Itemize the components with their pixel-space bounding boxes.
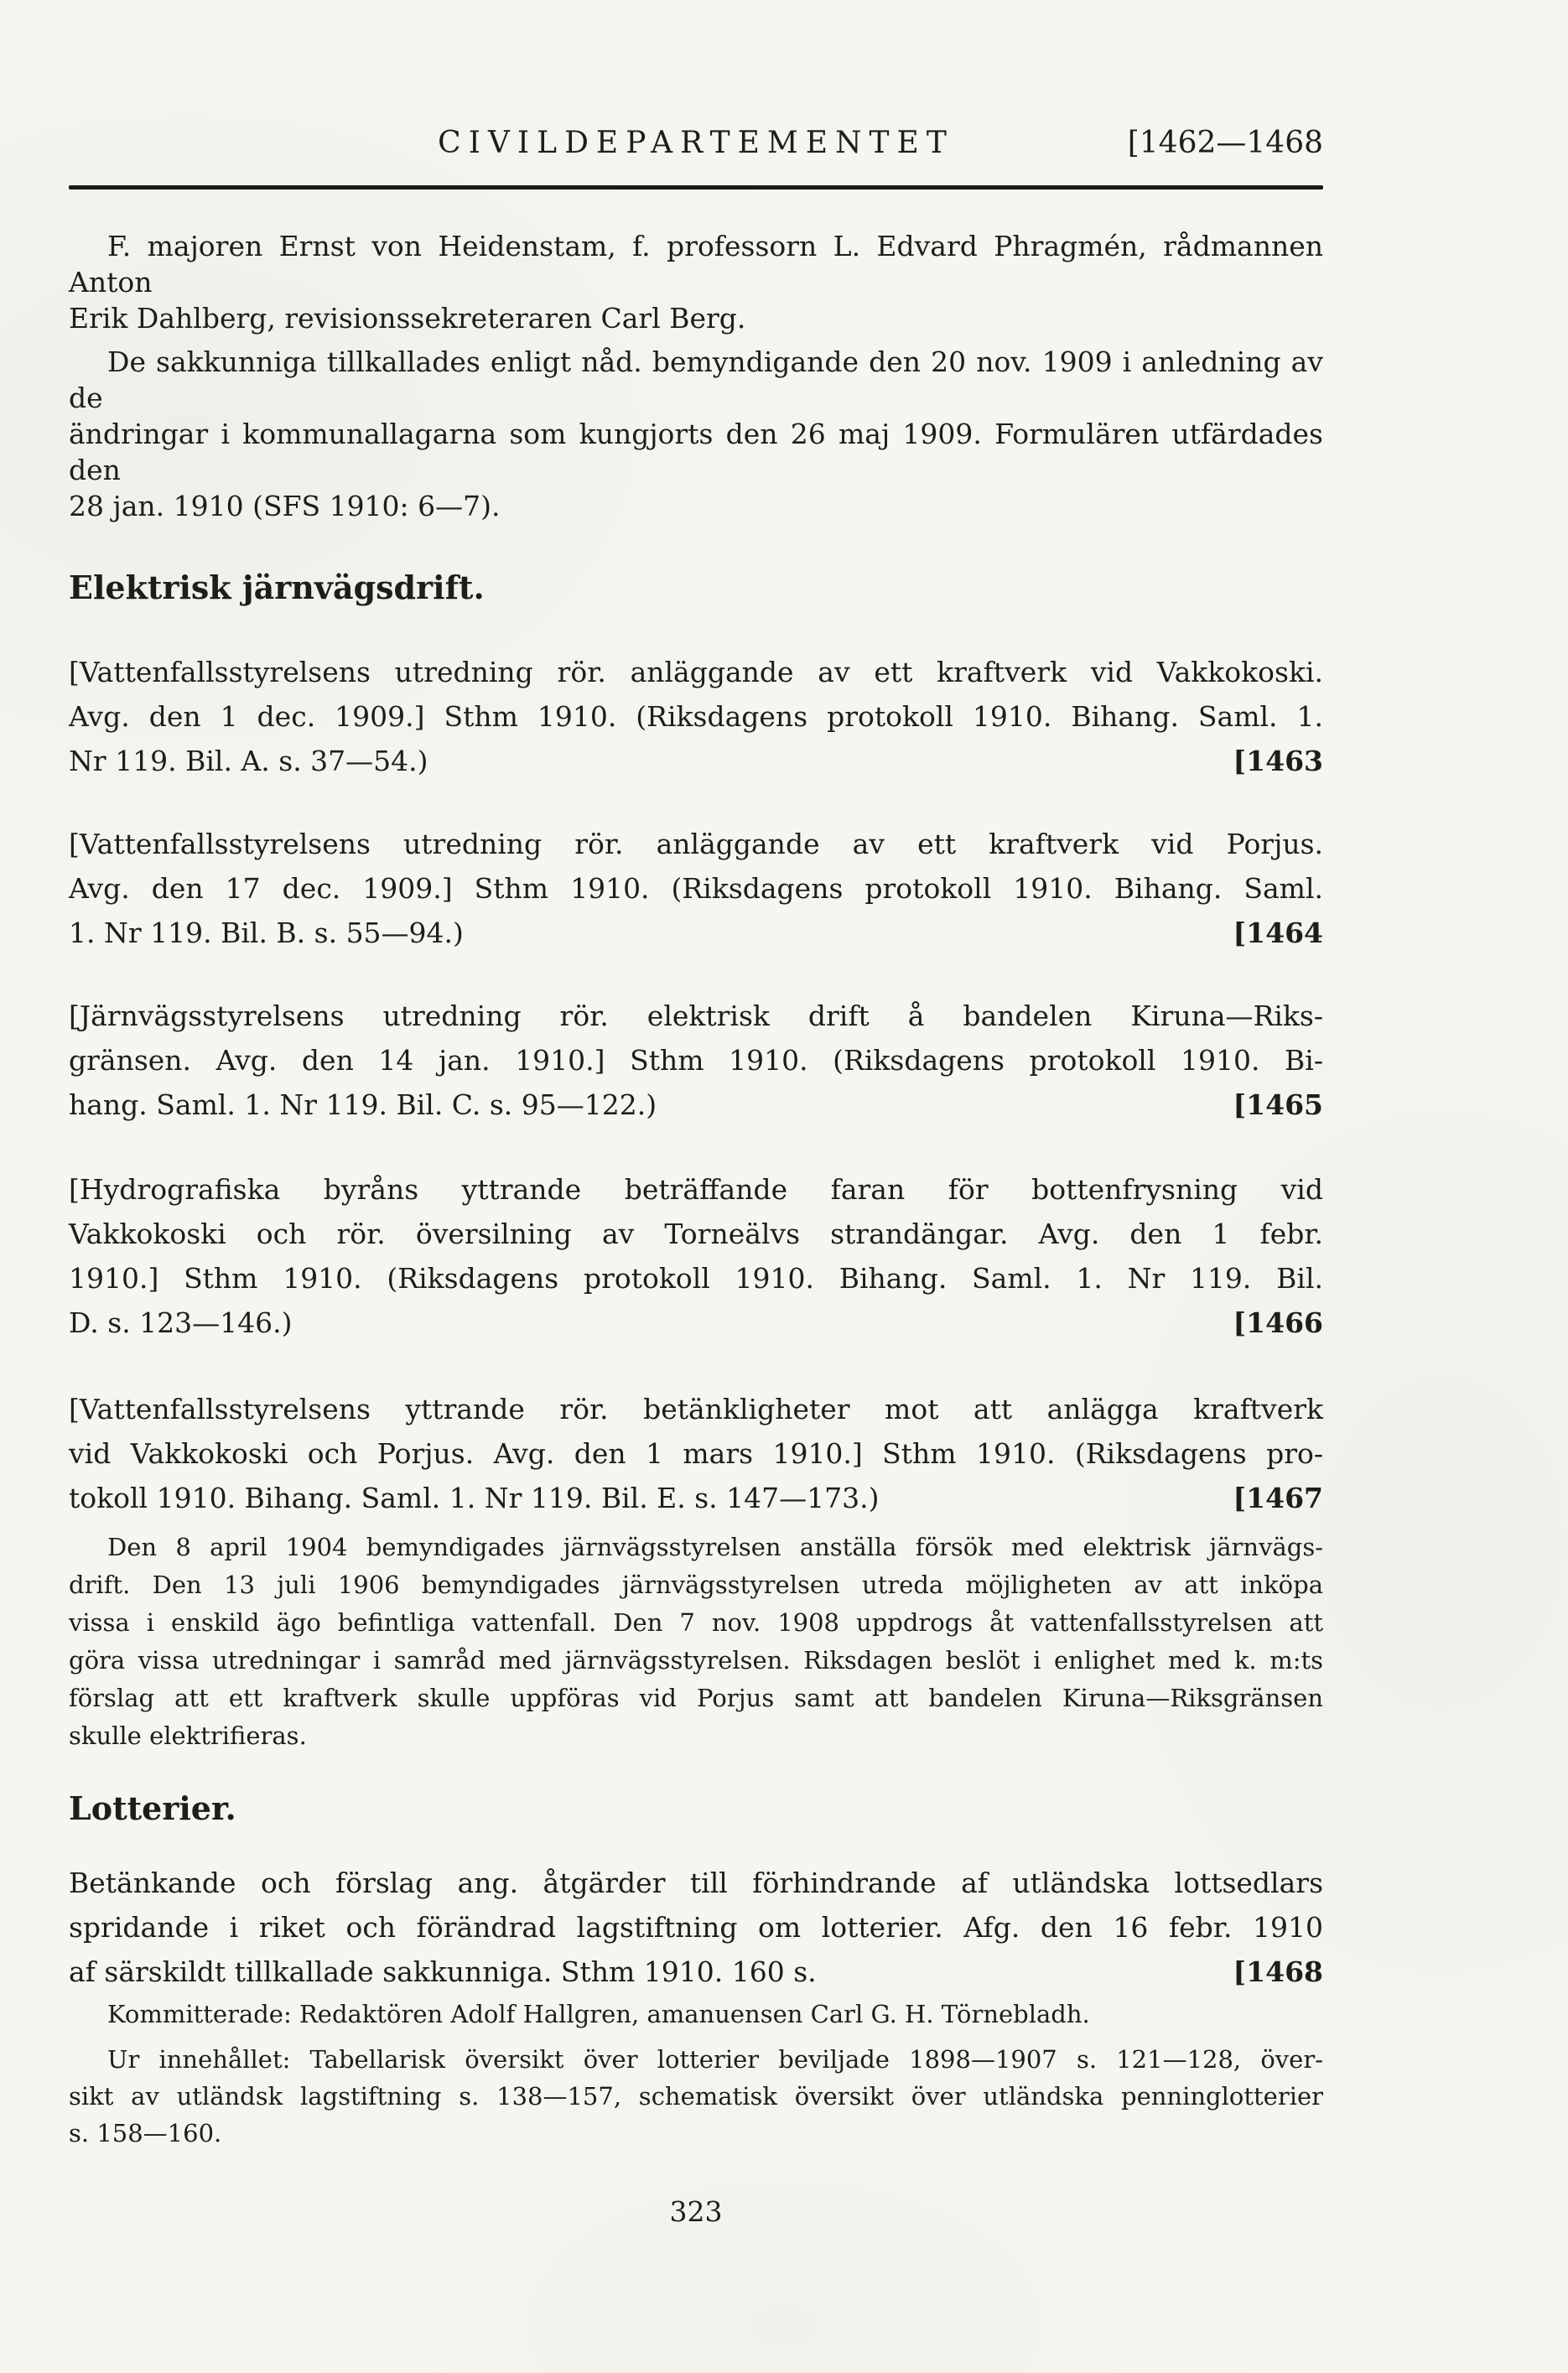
text-line: F. majoren Ernst von Heidenstam, f. professorn L. Edvard Phragmén, rådmannen Anton	[69, 230, 1323, 299]
text-line: D. s. 123—146.)	[69, 1306, 293, 1339]
intro-paragraph-2	[69, 344, 1323, 524]
text-line: vid Vakkokoski och Porjus. Avg. den 1 mars 1910.] Sthm 1910. (Riksdagens pro-	[69, 1437, 1323, 1470]
text-line: af särskildt tillkallade sakkunniga. Sthm 1910. 160 s.	[69, 1955, 817, 1988]
history-note-paragraph	[69, 1529, 1323, 1755]
text-line: [Järnvägsstyrelsens utredning rör. elektrisk drift å bandelen Kiruna—Riks-	[69, 1000, 1323, 1032]
bib-entry-1464	[69, 822, 1323, 955]
text-line: sikt av utländsk lagstiftning s. 138—157, schematisk översikt över utländska penninglotterier	[69, 2082, 1323, 2111]
text-line: Ur innehållet: Tabellarisk översikt över lotterier beviljade 1898—1907 s. 121—128, över-	[107, 2045, 1323, 2074]
section-heading-electric-railway: Elektrisk järnvägsdrift.	[69, 569, 485, 606]
entry-number: [1468	[1233, 1955, 1323, 1988]
text-line: gränsen. Avg. den 14 jan. 1910.] Sthm 1910. (Riksdagens protokoll 1910. Bi-	[69, 1044, 1323, 1077]
contents-summary-paragraph	[69, 2041, 1323, 2152]
page-header	[69, 126, 1323, 160]
text-line: s. 158—160.	[69, 2119, 222, 2147]
entry-last-line	[69, 911, 1323, 955]
text-line: Avg. den 1 dec. 1909.] Sthm 1910. (Riksdagens protokoll 1910. Bihang. Saml. 1.	[69, 700, 1323, 733]
bib-entry-1468	[69, 1861, 1323, 1994]
text-line: Den 8 april 1904 bemyndigades järnvägsstyrelsen anställa försök med elektrisk järnvägs-	[107, 1533, 1323, 1561]
bib-entry-1463	[69, 650, 1323, 783]
text-line: De sakkunniga tillkallades enligt nåd. bemyndigande den 20 nov. 1909 i anledning av de	[69, 345, 1323, 414]
text-line: Avg. den 17 dec. 1909.] Sthm 1910. (Riksdagens protokoll 1910. Bihang. Saml.	[69, 872, 1323, 905]
intro-paragraph-1	[69, 228, 1323, 336]
text-line: hang. Saml. 1. Nr 119. Bil. C. s. 95—122.)	[69, 1088, 657, 1121]
text-line: drift. Den 13 juli 1906 bemyndigades järnvägsstyrelsen utreda möjligheten av att inköpa	[69, 1571, 1323, 1599]
text-line: tokoll 1910. Bihang. Saml. 1. Nr 119. Bil. E. s. 147—173.)	[69, 1482, 880, 1514]
entry-number: [1463	[1233, 745, 1323, 777]
bib-entry-1465	[69, 994, 1323, 1127]
text-line: 1. Nr 119. Bil. B. s. 55—94.)	[69, 916, 464, 949]
text-line: [Hydrografiska byråns yttrande beträffande faran för bottenfrysning vid	[69, 1173, 1323, 1206]
entry-range: [1462—1468	[1127, 126, 1323, 160]
bib-entry-1466	[69, 1167, 1323, 1345]
text-line: 1910.] Sthm 1910. (Riksdagens protokoll 1910. Bihang. Saml. 1. Nr 119. Bil.	[69, 1262, 1323, 1295]
text-line: Vakkokoski och rör. översilning av Torneälvs strandängar. Avg. den 1 febr.	[69, 1218, 1323, 1250]
text-line: förslag att ett kraftverk skulle uppföras vid Porjus samt att bandelen Kiruna—Riksgränsen	[69, 1684, 1323, 1712]
entry-number: [1466	[1233, 1306, 1323, 1339]
entry-last-line	[69, 739, 1323, 783]
header-rule	[69, 185, 1323, 190]
header-right	[954, 126, 1323, 160]
text-line: spridande i riket och förändrad lagstiftning om lotterier. Afg. den 16 febr. 1910	[69, 1911, 1323, 1944]
entry-number: [1467	[1233, 1482, 1323, 1514]
entry-last-line	[69, 1950, 1323, 1994]
page-title: CIVILDEPARTEMENTET	[438, 126, 954, 160]
text-line: ändringar i kommunallagarna som kungjorts den 26 maj 1909. Formulären utfärdades den	[69, 418, 1323, 486]
text-line: Nr 119. Bil. A. s. 37—54.)	[69, 745, 428, 777]
text-line: göra vissa utredningar i samråd med järnvägsstyrelsen. Riksdagen beslöt i enlighet med k. m:ts	[69, 1646, 1323, 1675]
text-line: [Vattenfallsstyrelsens utredning rör. anläggande av ett kraftverk vid Vakkokoski.	[69, 656, 1323, 688]
text-column	[69, 126, 1323, 2228]
text-line: vissa i enskild ägo befintliga vattenfall. Den 7 nov. 1908 uppdrogs åt vattenfallsstyrelsen att	[69, 1608, 1323, 1637]
entry-last-line	[69, 1083, 1323, 1127]
text-line: Betänkande och förslag ang. åtgärder till förhindrande af utländska lottsedlars	[69, 1867, 1323, 1899]
entry-number: [1464	[1233, 916, 1323, 949]
text-line: Erik Dahlberg, revisionssekreteraren Carl Berg.	[69, 302, 746, 335]
text-line: skulle elektrifieras.	[69, 1721, 307, 1750]
page-number: 323	[669, 2195, 723, 2228]
bib-entry-1467	[69, 1387, 1323, 1520]
committee-members-line: Kommitterade: Redaktören Adolf Hallgren, amanuensen Carl G. H. Törnebladh.	[107, 2000, 1090, 2028]
text-line: [Vattenfallsstyrelsens utredning rör. anläggande av ett kraftverk vid Porjus.	[69, 828, 1323, 860]
entry-number: [1465	[1233, 1088, 1323, 1121]
text-line: [Vattenfallsstyrelsens yttrande rör. betänkligheter mot att anlägga kraftverk	[69, 1393, 1323, 1425]
section-heading-lotteries: Lotterier.	[69, 1789, 236, 1827]
entry-last-line	[69, 1301, 1323, 1345]
text-line: 28 jan. 1910 (SFS 1910: 6—7).	[69, 490, 501, 522]
entry-last-line	[69, 1476, 1323, 1520]
